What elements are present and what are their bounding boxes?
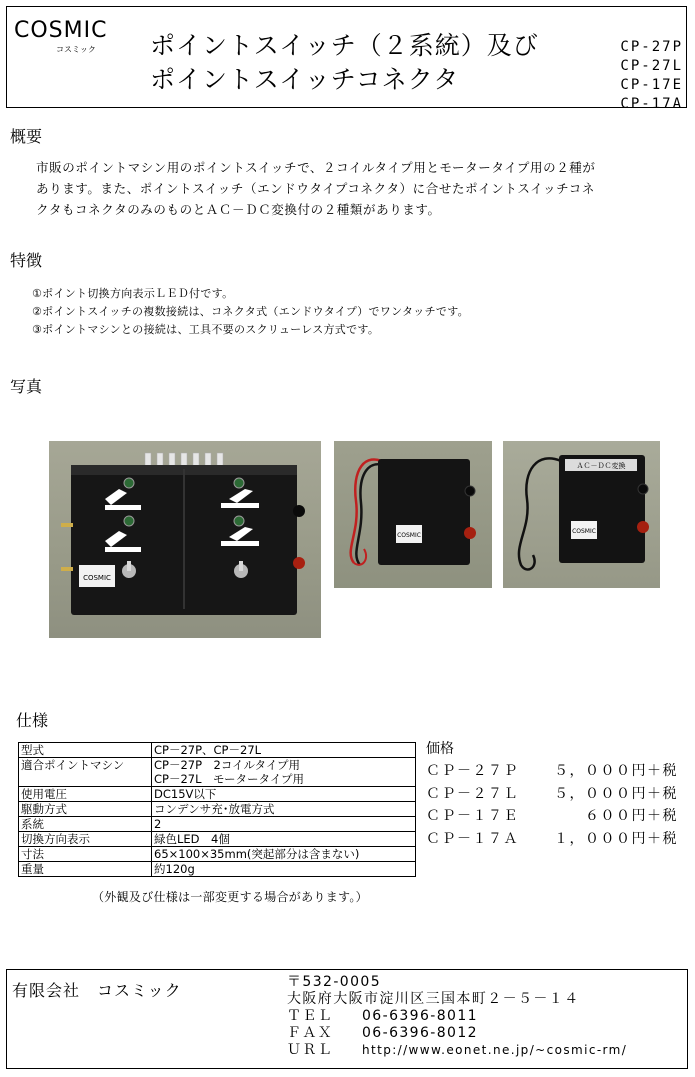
feature-item: ②ポイントスイッチの複数接続は、コネクタ式（エンドウタイプ）でワンタッチです。	[32, 305, 469, 318]
logo-text: COSMIC	[14, 18, 108, 43]
feature-item: ③ポイントマシンとの接続は、工具不要のスクリューレス方式です。	[32, 323, 380, 336]
table-row	[19, 817, 416, 832]
photo-connector	[334, 441, 492, 588]
model-code: CP-27L	[620, 58, 683, 74]
overview-heading: 概要	[10, 127, 43, 146]
price-value: ５，０００円＋税	[554, 763, 678, 779]
spec-key: 系統	[19, 817, 152, 832]
fax-label: ＦＡＸ	[287, 1025, 334, 1041]
photo-logo-text: COSMIC	[83, 574, 111, 582]
acdc-label: ＡＣ－ＤＣ変換	[576, 462, 626, 470]
spec-key: 使用電圧	[19, 787, 152, 802]
table-row	[19, 832, 416, 847]
table-row	[19, 802, 416, 817]
price-value: ５，０００円＋税	[554, 785, 678, 802]
spec-value: CP－27P、CP－27L	[152, 743, 416, 758]
postal-code: 〒532-0005	[287, 974, 382, 990]
overview-line: あります。また、ポイントスイッチ（エンドウタイプコネクタ）に合せたポイントスイッチコネ	[36, 181, 595, 196]
photo-point-switch	[49, 441, 321, 638]
price-model: ＣＰ－２７Ｌ	[426, 785, 519, 802]
spec-key: 駆動方式	[19, 802, 152, 817]
cosmic-logo	[14, 18, 108, 60]
company-name: 有限会社 コスミック	[12, 981, 182, 1000]
overview-line: クタもコネクタのみのものとＡＣ－ＤＣ変換付の２種類があります。	[36, 202, 441, 217]
table-row	[19, 787, 416, 802]
table-row	[19, 758, 416, 787]
page-title-line1: ポイントスイッチ（２系統）及び	[150, 31, 539, 60]
model-code: CP-17E	[620, 77, 683, 93]
photo-logo-text: COSMIC	[572, 528, 596, 535]
spec-key: 切換方向表示	[19, 832, 152, 847]
acdc-connector-illustration	[503, 441, 660, 588]
spec-value: コンデンサ充･放電方式	[152, 802, 416, 817]
spec-table	[18, 742, 416, 877]
features-list	[32, 285, 469, 339]
price-value: １，０００円＋税	[554, 830, 678, 847]
url-label: ＵＲＬ	[287, 1042, 334, 1058]
spec-value	[152, 758, 416, 787]
spec-value: DC15V以下	[152, 787, 416, 802]
price-value: ６００円＋税	[585, 808, 678, 824]
tel-label: ＴＥＬ	[287, 1008, 334, 1024]
price-row	[426, 828, 678, 851]
page-title-line2: ポイントスイッチコネクタ	[150, 65, 460, 94]
spec-key: 適合ポイントマシン	[19, 758, 152, 787]
spec-value: 約120g	[152, 862, 416, 877]
spec-key: 寸法	[19, 847, 152, 862]
price-heading: 価格	[426, 741, 454, 757]
model-list	[597, 38, 683, 114]
table-row	[19, 862, 416, 877]
price-row	[426, 805, 678, 828]
url-link[interactable]: http://www.eonet.ne.jp/~cosmic-rm/	[362, 1043, 628, 1057]
features-heading: 特徴	[10, 251, 43, 270]
table-row	[19, 743, 416, 758]
photo-acdc-connector	[503, 441, 660, 588]
fax-row	[287, 1025, 627, 1042]
contact-info	[287, 974, 627, 1059]
overview-body	[36, 157, 676, 220]
address: 大阪府大阪市淀川区三国本町２－５－１４	[287, 991, 580, 1007]
spec-key: 重量	[19, 862, 152, 877]
tel-row	[287, 1008, 627, 1025]
spec-value-line: CP－27L モータータイプ用	[154, 772, 304, 786]
feature-item: ①ポイント切換方向表示ＬＥＤ付です。	[32, 287, 234, 300]
logo-subtext: コスミック	[56, 45, 96, 54]
photo-logo-text: COSMIC	[397, 532, 421, 539]
price-row	[426, 783, 678, 806]
spec-value: 65×100×35mm(突起部分は含まない)	[152, 847, 416, 862]
price-list	[426, 760, 678, 850]
price-model: ＣＰ－２７Ｐ	[426, 763, 519, 779]
spec-key: 型式	[19, 743, 152, 758]
spec-heading: 仕様	[16, 711, 49, 730]
price-model: ＣＰ－１７Ａ	[426, 830, 519, 847]
spec-note: （外観及び仕様は一部変更する場合があります。）	[92, 890, 368, 904]
photos-heading: 写真	[10, 377, 43, 396]
table-row	[19, 847, 416, 862]
tel-number: 06-6396-8011	[362, 1008, 478, 1024]
connector-illustration	[334, 441, 492, 588]
url-row	[287, 1042, 627, 1059]
spec-value: 2	[152, 817, 416, 832]
price-row	[426, 760, 678, 783]
fax-number: 06-6396-8012	[362, 1025, 478, 1041]
model-code: CP-17A	[620, 96, 683, 112]
spec-value-line: CP－27P 2コイルタイプ用	[154, 758, 300, 772]
price-model: ＣＰ－１７Ｅ	[426, 808, 519, 824]
point-switch-illustration	[49, 441, 321, 638]
model-code: CP-27P	[620, 39, 683, 55]
spec-value: 緑色LED 4個	[152, 832, 416, 847]
overview-line: 市販のポイントマシン用のポイントスイッチで、２コイルタイプ用とモータータイプ用の２種が	[36, 160, 596, 175]
